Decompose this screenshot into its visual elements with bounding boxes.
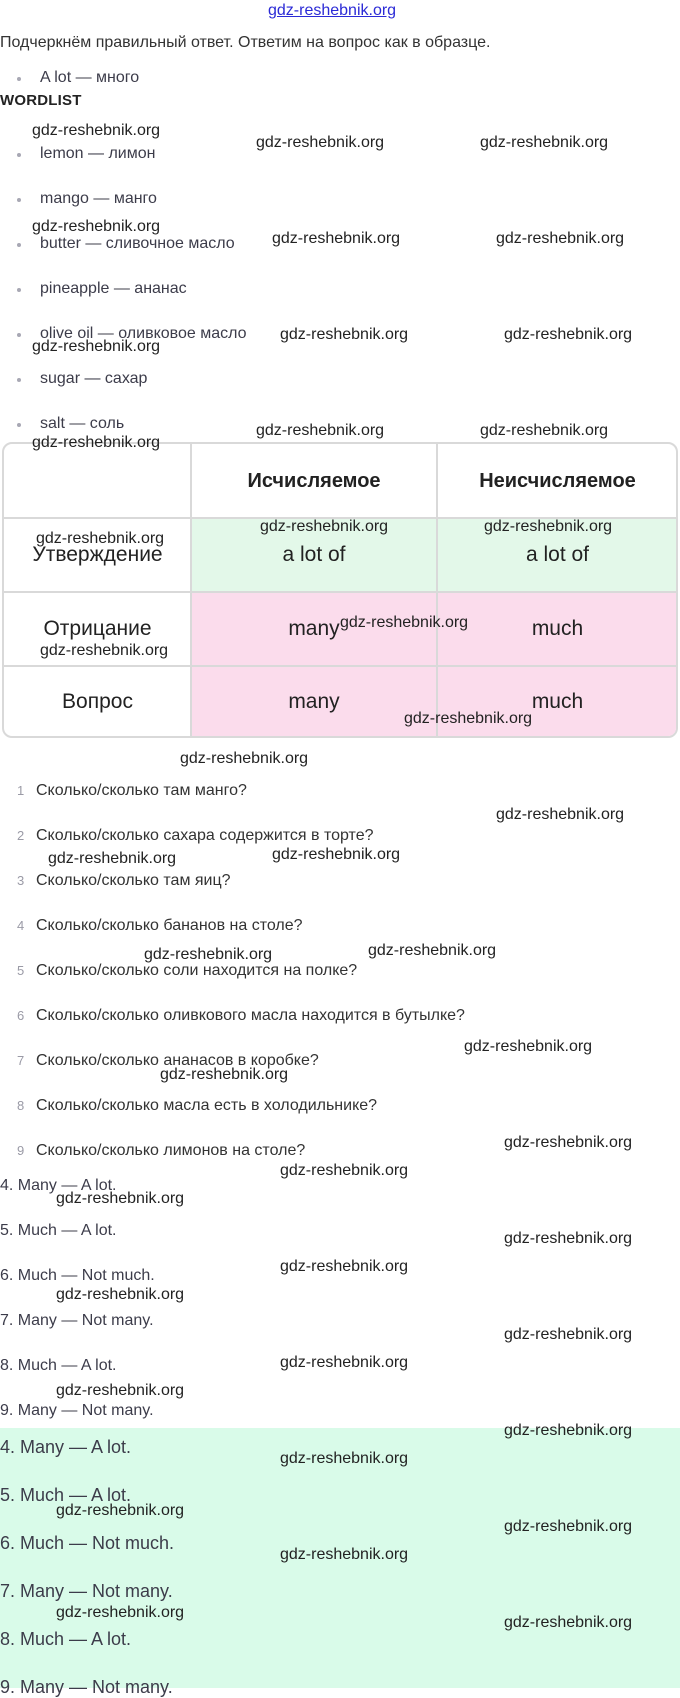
bullet-icon bbox=[17, 198, 21, 202]
answer-line: 5. Much — A lot. bbox=[0, 1222, 117, 1239]
watermark: gdz-reshebnik.org bbox=[32, 122, 161, 139]
header-countable: Исчисляемое bbox=[247, 469, 381, 492]
watermark: gdz-reshebnik.org bbox=[56, 1382, 185, 1399]
table-cell: many bbox=[288, 690, 340, 713]
answer-line-highlighted: 8. Much — A lot. bbox=[0, 1629, 132, 1649]
question-item: 3 Сколько/сколько там яиц? bbox=[17, 872, 231, 889]
answer-line: 9. Many — Not many. bbox=[0, 1402, 154, 1419]
answer-line-highlighted: 5. Much — A lot. bbox=[0, 1485, 132, 1505]
watermark: gdz-reshebnik.org bbox=[484, 518, 613, 535]
wordlist-title: WORDLIST bbox=[0, 92, 82, 109]
table-cell: a lot of bbox=[282, 543, 346, 566]
watermark: gdz-reshebnik.org bbox=[504, 1518, 633, 1535]
question-item: 7 Сколько/сколько ананасов в коробке? bbox=[17, 1052, 319, 1069]
task-instruction: Подчеркнём правильный ответ. Ответим на вопрос как в образце. bbox=[0, 34, 491, 51]
wordlist-item: lemon — лимон bbox=[0, 145, 360, 165]
answer-line: 8. Much — A lot. bbox=[0, 1357, 117, 1374]
watermark: gdz-reshebnik.org bbox=[504, 1326, 633, 1343]
bullet-icon bbox=[17, 77, 21, 81]
answer-line-highlighted: 6. Much — Not much. bbox=[0, 1533, 175, 1553]
watermark: gdz-reshebnik.org bbox=[40, 642, 169, 659]
table-cell: much bbox=[531, 690, 584, 713]
watermark: gdz-reshebnik.org bbox=[340, 614, 469, 631]
watermark: gdz-reshebnik.org bbox=[180, 750, 309, 767]
watermark: gdz-reshebnik.org bbox=[480, 422, 609, 439]
answer-line-highlighted: 9. Many — Not many. bbox=[0, 1677, 173, 1697]
question-item: 5 Сколько/сколько соли находится на полке? bbox=[17, 962, 358, 979]
answer-line-highlighted: 4. Many — A lot. bbox=[0, 1437, 132, 1457]
wordlist-item: butter — сливочное масло bbox=[0, 235, 360, 255]
watermark: gdz-reshebnik.org bbox=[32, 338, 161, 355]
table-divider bbox=[4, 591, 676, 593]
wordlist-item: sugar — сахар bbox=[0, 370, 360, 390]
watermark: gdz-reshebnik.org bbox=[280, 1258, 409, 1275]
watermark: gdz-reshebnik.org bbox=[56, 1190, 185, 1207]
watermark: gdz-reshebnik.org bbox=[280, 1546, 409, 1563]
answer-line: 6. Much — Not much. bbox=[0, 1267, 155, 1284]
watermark: gdz-reshebnik.org bbox=[496, 806, 625, 823]
bullet-icon bbox=[17, 423, 21, 427]
question-item: 9 Сколько/сколько лимонов на столе? bbox=[17, 1142, 306, 1159]
question-item: 8 Сколько/сколько масла есть в холодильнике? bbox=[17, 1097, 378, 1114]
bullet-icon bbox=[17, 378, 21, 382]
watermark: gdz-reshebnik.org bbox=[56, 1502, 185, 1519]
bullet-icon bbox=[17, 153, 21, 157]
watermark: gdz-reshebnik.org bbox=[504, 1230, 633, 1247]
table-cell: much bbox=[531, 617, 584, 640]
question-item: 1 Сколько/сколько там манго? bbox=[17, 782, 247, 799]
watermark: gdz-reshebnik.org bbox=[464, 1038, 593, 1055]
question-item: 4 Сколько/сколько бананов на столе? bbox=[17, 917, 303, 934]
watermark: gdz-reshebnik.org bbox=[32, 434, 161, 451]
bullet-icon bbox=[17, 288, 21, 292]
watermark: gdz-reshebnik.org bbox=[368, 942, 497, 959]
watermark: gdz-reshebnik.org bbox=[256, 422, 385, 439]
bullet-icon bbox=[17, 243, 21, 247]
watermark: gdz-reshebnik.org bbox=[36, 530, 165, 547]
table-divider bbox=[4, 665, 676, 667]
table-cell: many bbox=[288, 617, 340, 640]
bullet-icon bbox=[17, 333, 21, 337]
wordlist-item: olive oil — оливковое масло bbox=[0, 325, 360, 345]
watermark: gdz-reshebnik.org bbox=[144, 946, 273, 963]
wordlist-item: pineapple — ананас bbox=[0, 280, 360, 300]
question-item: 2 Сколько/сколько сахара содержится в торте? bbox=[17, 827, 374, 844]
watermark: gdz-reshebnik.org bbox=[496, 230, 625, 247]
table-cell: a lot of bbox=[525, 543, 590, 566]
watermark: gdz-reshebnik.org bbox=[260, 518, 389, 535]
answer-line: 4. Many — A lot. bbox=[0, 1177, 117, 1194]
watermark: gdz-reshebnik.org bbox=[48, 850, 177, 867]
watermark: gdz-reshebnik.org bbox=[272, 230, 401, 247]
watermark: gdz-reshebnik.org bbox=[56, 1286, 185, 1303]
header-uncountable: Неисчисляемое bbox=[479, 469, 636, 492]
answer-line-highlighted: 7. Many — Not many. bbox=[0, 1581, 173, 1601]
watermark: gdz-reshebnik.org bbox=[256, 134, 385, 151]
watermark: gdz-reshebnik.org bbox=[504, 326, 633, 343]
watermark: gdz-reshebnik.org bbox=[280, 326, 409, 343]
answer-line: 7. Many — Not many. bbox=[0, 1312, 154, 1329]
watermark: gdz-reshebnik.org bbox=[504, 1134, 633, 1151]
watermark: gdz-reshebnik.org bbox=[272, 846, 401, 863]
row-label: Утверждение bbox=[32, 543, 163, 566]
watermark: gdz-reshebnik.org bbox=[280, 1450, 409, 1467]
watermark: gdz-reshebnik.org bbox=[280, 1354, 409, 1371]
watermark: gdz-reshebnik.org bbox=[504, 1614, 633, 1631]
watermark: gdz-reshebnik.org bbox=[32, 218, 161, 235]
list-item: A lot — много bbox=[0, 69, 300, 83]
table-divider bbox=[436, 444, 438, 736]
grammar-table bbox=[2, 442, 678, 738]
watermark: gdz-reshebnik.org bbox=[160, 1066, 289, 1083]
wordlist-item: mango — манго bbox=[0, 190, 360, 210]
site-link[interactable]: gdz-reshebnik.org bbox=[268, 2, 397, 19]
question-item: 6 Сколько/сколько оливкового масла находится в бутылке? bbox=[17, 1007, 465, 1024]
watermark: gdz-reshebnik.org bbox=[56, 1604, 185, 1621]
watermark: gdz-reshebnik.org bbox=[404, 710, 533, 727]
wordlist-item: salt — соль bbox=[0, 415, 360, 435]
row-label: Вопрос bbox=[62, 690, 133, 713]
watermark: gdz-reshebnik.org bbox=[480, 134, 609, 151]
watermark: gdz-reshebnik.org bbox=[280, 1162, 409, 1179]
table-divider bbox=[190, 444, 192, 736]
row-label: Отрицание bbox=[43, 617, 152, 640]
watermark: gdz-reshebnik.org bbox=[504, 1422, 633, 1439]
